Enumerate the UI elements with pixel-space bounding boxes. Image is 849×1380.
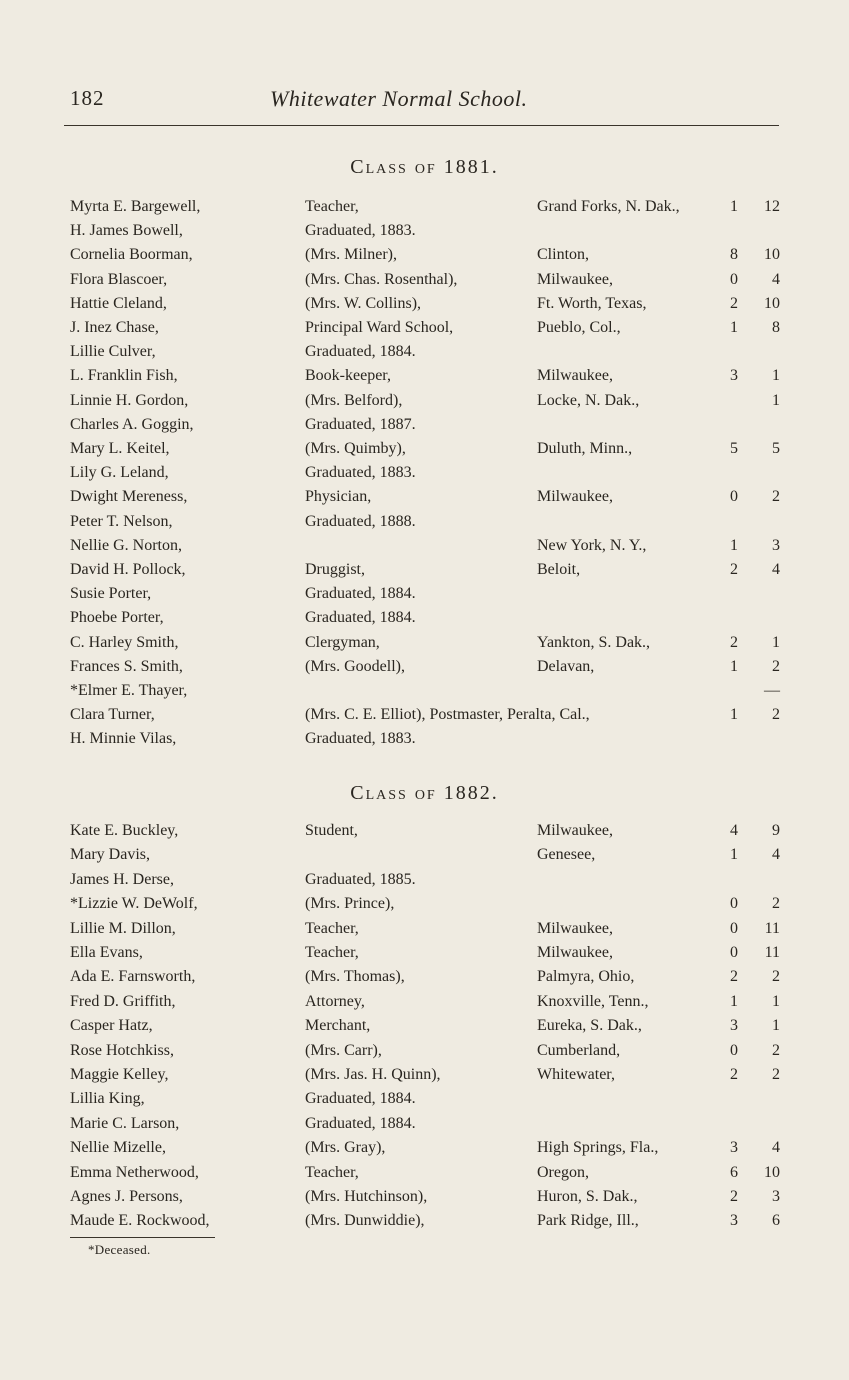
member-name: Linnie H. Gordon, [70, 392, 189, 409]
member-address: Pueblo, Col., [537, 319, 621, 336]
months-taught: 2 [772, 895, 780, 912]
member-occupation: (Mrs. Goodell), [305, 658, 405, 675]
member-address: Milwaukee, [537, 822, 613, 839]
member-row [0, 871, 849, 895]
member-occupation: Graduated, 1883. [305, 464, 416, 481]
member-name: Nellie G. Norton, [70, 537, 182, 554]
member-occupation: (Mrs. Gray), [305, 1139, 386, 1156]
member-name: Phoebe Porter, [70, 609, 164, 626]
member-address: Milwaukee, [537, 488, 613, 505]
member-row [0, 464, 849, 488]
member-name: H. Minnie Vilas, [70, 730, 177, 747]
years-taught: 1 [730, 198, 738, 215]
months-taught: 4 [772, 271, 780, 288]
member-row [0, 1212, 849, 1236]
member-occupation: (Mrs. C. E. Elliot), Postmaster, Peralta, Cal., [305, 706, 590, 723]
months-taught: 2 [772, 706, 780, 723]
member-name: Ella Evans, [70, 944, 143, 961]
section-title-1881: Class of 1881. [350, 156, 499, 178]
years-taught: 2 [730, 1188, 738, 1205]
years-taught: 3 [730, 1212, 738, 1229]
member-address: Milwaukee, [537, 944, 613, 961]
member-row [0, 1115, 849, 1139]
member-address: Eureka, S. Dak., [537, 1017, 642, 1034]
member-row [0, 537, 849, 561]
months-taught: 9 [772, 822, 780, 839]
member-name: Hattie Cleland, [70, 295, 167, 312]
member-occupation: Graduated, 1883. [305, 730, 416, 747]
member-address: Whitewater, [537, 1066, 615, 1083]
years-taught: 3 [730, 1017, 738, 1034]
member-address: Milwaukee, [537, 920, 613, 937]
months-taught: 1 [772, 392, 780, 409]
years-taught: 0 [730, 895, 738, 912]
member-name: *Elmer E. Thayer, [70, 682, 188, 699]
member-name: Rose Hotchkiss, [70, 1042, 174, 1059]
years-taught: 4 [730, 822, 738, 839]
years-taught: 1 [730, 993, 738, 1010]
member-name: Kate E. Buckley, [70, 822, 179, 839]
member-row [0, 1090, 849, 1114]
years-taught: 0 [730, 488, 738, 505]
member-occupation: (Mrs. Quimby), [305, 440, 406, 457]
member-name: Ada E. Farnsworth, [70, 968, 196, 985]
member-row [0, 295, 849, 319]
member-occupation: (Mrs. Carr), [305, 1042, 382, 1059]
page-number: 182 [70, 86, 105, 110]
member-name: Fred D. Griffith, [70, 993, 176, 1010]
member-name: Maggie Kelley, [70, 1066, 169, 1083]
years-taught: 8 [730, 246, 738, 263]
member-occupation: Teacher, [305, 1164, 359, 1181]
months-taught: 12 [764, 198, 780, 215]
member-address: Yankton, S. Dak., [537, 634, 651, 651]
member-occupation: Book-keeper, [305, 367, 391, 384]
member-name: David H. Pollock, [70, 561, 186, 578]
member-address: Beloit, [537, 561, 581, 578]
member-occupation: Graduated, 1884. [305, 1115, 416, 1132]
member-occupation: Teacher, [305, 198, 359, 215]
member-address: High Springs, Fla., [537, 1139, 659, 1156]
member-row [0, 319, 849, 343]
member-address: Oregon, [537, 1164, 589, 1181]
member-occupation: Graduated, 1887. [305, 416, 416, 433]
years-taught: 2 [730, 561, 738, 578]
member-row [0, 488, 849, 512]
member-address: Knoxville, Tenn., [537, 993, 649, 1010]
months-taught: 1 [772, 367, 780, 384]
member-row [0, 367, 849, 391]
member-address: New York, N. Y., [537, 537, 647, 554]
months-taught: 2 [772, 488, 780, 505]
months-taught: 4 [772, 846, 780, 863]
member-occupation: Attorney, [305, 993, 365, 1010]
section-title-1882: Class of 1882. [350, 782, 499, 804]
months-taught: 4 [772, 1139, 780, 1156]
member-occupation: (Mrs. Prince), [305, 895, 395, 912]
member-occupation: Graduated, 1883. [305, 222, 416, 239]
member-name: Myrta E. Bargewell, [70, 198, 201, 215]
member-name: Nellie Mizelle, [70, 1139, 166, 1156]
years-taught: 6 [730, 1164, 738, 1181]
months-taught: 3 [772, 537, 780, 554]
member-name: Susie Porter, [70, 585, 152, 602]
years-taught: 3 [730, 367, 738, 384]
member-occupation: Graduated, 1885. [305, 871, 416, 888]
member-row [0, 222, 849, 246]
member-row [0, 658, 849, 682]
member-row [0, 246, 849, 270]
member-occupation: Graduated, 1884. [305, 585, 416, 602]
member-row [0, 392, 849, 416]
member-occupation: Graduated, 1884. [305, 609, 416, 626]
member-name: Clara Turner, [70, 706, 155, 723]
page-header [70, 86, 778, 116]
member-occupation: Physician, [305, 488, 372, 505]
member-occupation: Graduated, 1884. [305, 343, 416, 360]
member-name: Maude E. Rockwood, [70, 1212, 210, 1229]
member-row [0, 609, 849, 633]
member-row [0, 440, 849, 464]
member-occupation: Principal Ward School, [305, 319, 454, 336]
member-address: Ft. Worth, Texas, [537, 295, 647, 312]
member-row [0, 585, 849, 609]
member-row [0, 846, 849, 870]
member-name: Lillia King, [70, 1090, 145, 1107]
member-name: Dwight Mereness, [70, 488, 188, 505]
member-occupation: (Mrs. W. Collins), [305, 295, 422, 312]
months-taught: 3 [772, 1188, 780, 1205]
member-name: Frances S. Smith, [70, 658, 183, 675]
member-row [0, 822, 849, 846]
years-taught: 2 [730, 295, 738, 312]
member-row [0, 198, 849, 222]
member-address: Cumberland, [537, 1042, 621, 1059]
member-occupation: (Mrs. Hutchinson), [305, 1188, 428, 1205]
member-row [0, 895, 849, 919]
member-row [0, 1164, 849, 1188]
months-taught: 1 [772, 634, 780, 651]
member-name: Cornelia Boorman, [70, 246, 193, 263]
member-name: Mary Davis, [70, 846, 150, 863]
years-taught: 0 [730, 920, 738, 937]
member-name: Marie C. Larson, [70, 1115, 180, 1132]
member-address: Duluth, Minn., [537, 440, 633, 457]
member-occupation: (Mrs. Milner), [305, 246, 397, 263]
member-name: Charles A. Goggin, [70, 416, 194, 433]
months-taught: 11 [764, 944, 780, 961]
member-row [0, 968, 849, 992]
member-occupation: Student, [305, 822, 358, 839]
member-occupation: (Mrs. Dunwiddie), [305, 1212, 425, 1229]
member-address: Milwaukee, [537, 271, 613, 288]
member-name: L. Franklin Fish, [70, 367, 178, 384]
member-address: Palmyra, Ohio, [537, 968, 635, 985]
member-row [0, 730, 849, 754]
years-taught: 2 [730, 634, 738, 651]
months-taught: — [764, 682, 780, 699]
months-taught: 2 [772, 1042, 780, 1059]
header-rule [64, 125, 779, 126]
member-name: Flora Blascoer, [70, 271, 168, 288]
member-row [0, 993, 849, 1017]
years-taught: 1 [730, 658, 738, 675]
member-name: J. Inez Chase, [70, 319, 159, 336]
months-taught: 2 [772, 968, 780, 985]
member-occupation: (Mrs. Chas. Rosenthal), [305, 271, 458, 288]
footnote-rule [70, 1237, 215, 1238]
member-name: Mary L. Keitel, [70, 440, 170, 457]
months-taught: 5 [772, 440, 780, 457]
years-taught: 2 [730, 1066, 738, 1083]
member-row [0, 682, 849, 706]
member-row [0, 1139, 849, 1163]
member-address: Milwaukee, [537, 367, 613, 384]
member-row [0, 416, 849, 440]
member-occupation: Graduated, 1888. [305, 513, 416, 530]
years-taught: 1 [730, 537, 738, 554]
member-address: Huron, S. Dak., [537, 1188, 638, 1205]
months-taught: 1 [772, 1017, 780, 1034]
years-taught: 3 [730, 1139, 738, 1156]
months-taught: 11 [764, 920, 780, 937]
member-name: Lillie M. Dillon, [70, 920, 176, 937]
years-taught: 5 [730, 440, 738, 457]
member-occupation: Graduated, 1884. [305, 1090, 416, 1107]
member-address: Clinton, [537, 246, 590, 263]
member-row [0, 1017, 849, 1041]
member-row [0, 271, 849, 295]
member-name: Agnes J. Persons, [70, 1188, 183, 1205]
member-row [0, 706, 849, 730]
months-taught: 4 [772, 561, 780, 578]
member-row [0, 561, 849, 585]
footnote: *Deceased. [88, 1242, 151, 1257]
member-row [0, 634, 849, 658]
member-row [0, 1042, 849, 1066]
months-taught: 10 [764, 1164, 780, 1181]
member-occupation: Teacher, [305, 920, 359, 937]
member-row [0, 513, 849, 537]
member-occupation: Druggist, [305, 561, 365, 578]
member-name: James H. Derse, [70, 871, 174, 888]
member-name: H. James Bowell, [70, 222, 183, 239]
member-occupation: Merchant, [305, 1017, 371, 1034]
years-taught: 0 [730, 1042, 738, 1059]
member-occupation: (Mrs. Belford), [305, 392, 403, 409]
member-address: Park Ridge, Ill., [537, 1212, 639, 1229]
member-row [0, 944, 849, 968]
member-address: Grand Forks, N. Dak., [537, 198, 680, 215]
member-name: Peter T. Nelson, [70, 513, 173, 530]
member-name: Lily G. Leland, [70, 464, 169, 481]
member-name: Casper Hatz, [70, 1017, 153, 1034]
months-taught: 1 [772, 993, 780, 1010]
member-row [0, 920, 849, 944]
months-taught: 6 [772, 1212, 780, 1229]
member-address: Genesee, [537, 846, 596, 863]
member-occupation: (Mrs. Jas. H. Quinn), [305, 1066, 441, 1083]
member-occupation: Clergyman, [305, 634, 380, 651]
years-taught: 0 [730, 271, 738, 288]
member-name: Emma Netherwood, [70, 1164, 199, 1181]
months-taught: 2 [772, 1066, 780, 1083]
years-taught: 1 [730, 846, 738, 863]
member-row [0, 1188, 849, 1212]
years-taught: 1 [730, 319, 738, 336]
member-address: Delavan, [537, 658, 595, 675]
member-row [0, 1066, 849, 1090]
years-taught: 2 [730, 968, 738, 985]
running-title: Whitewater Normal School. [270, 86, 528, 111]
months-taught: 10 [764, 246, 780, 263]
months-taught: 2 [772, 658, 780, 675]
member-occupation: Teacher, [305, 944, 359, 961]
member-name: Lillie Culver, [70, 343, 156, 360]
member-address: Locke, N. Dak., [537, 392, 640, 409]
years-taught: 1 [730, 706, 738, 723]
months-taught: 10 [764, 295, 780, 312]
member-occupation: (Mrs. Thomas), [305, 968, 405, 985]
member-name: C. Harley Smith, [70, 634, 179, 651]
member-row [0, 343, 849, 367]
years-taught: 0 [730, 944, 738, 961]
member-name: *Lizzie W. DeWolf, [70, 895, 198, 912]
months-taught: 8 [772, 319, 780, 336]
